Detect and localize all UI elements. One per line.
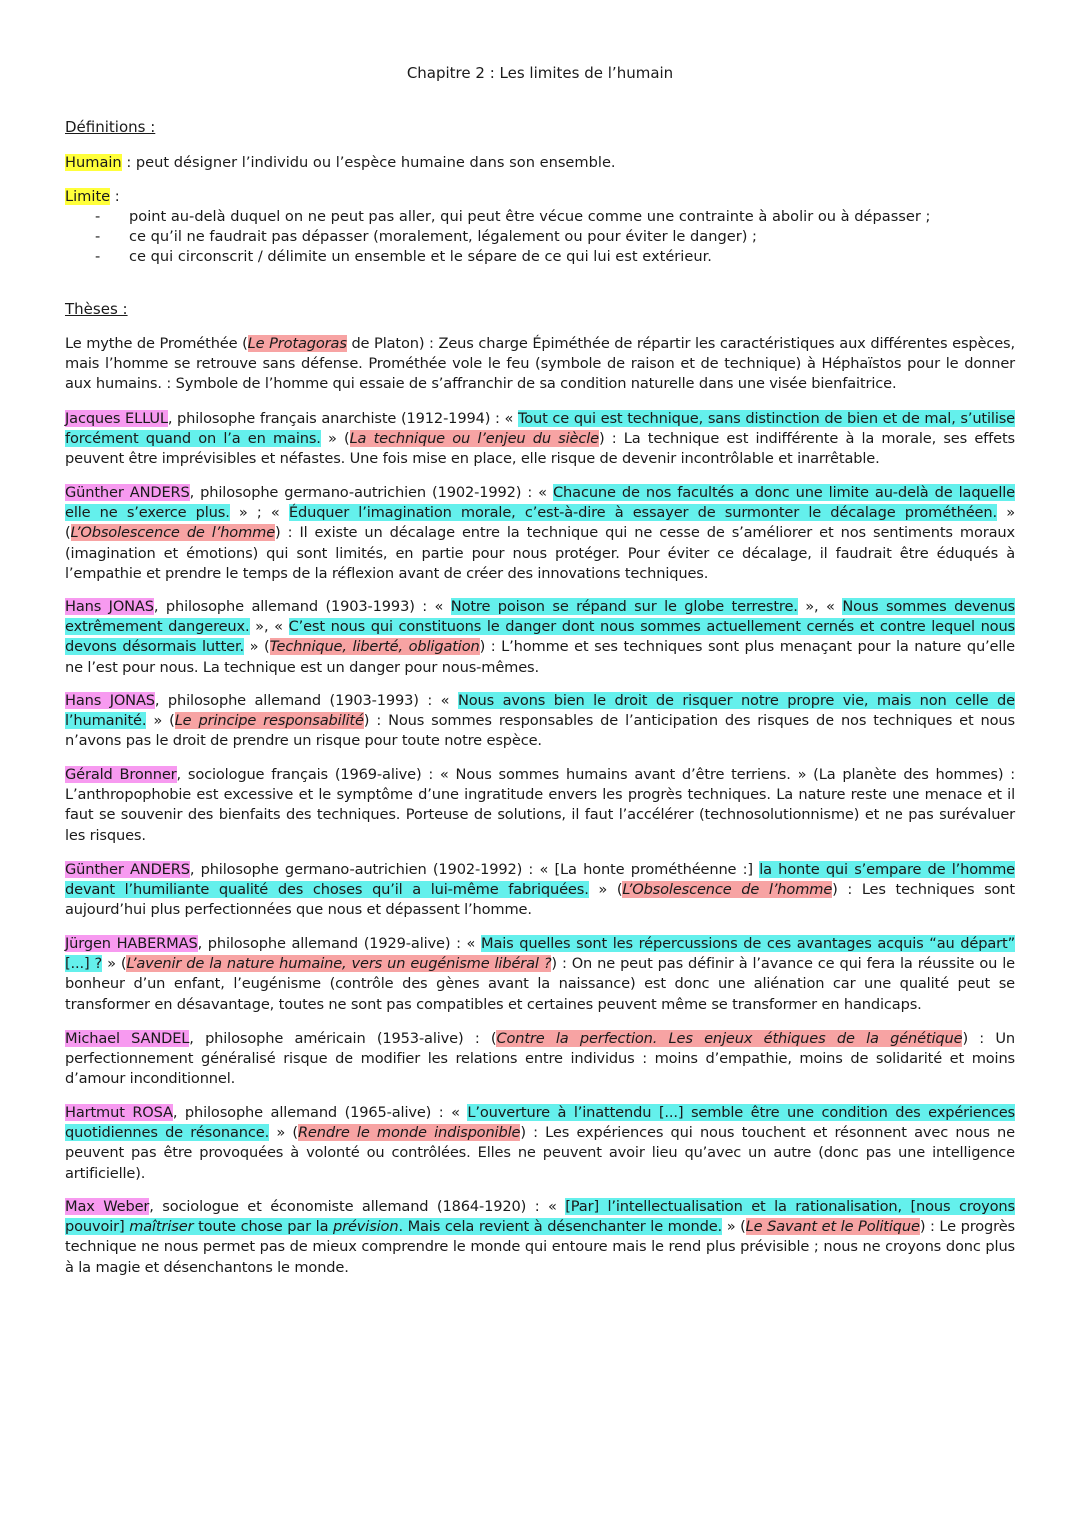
these-habermas: Jürgen HABERMAS, philosophe allemand (1929-alive) : « Mais quelles sont les répercussions de ces avantages acquis “au départ” [...] ? » (L’avenir de la nature humaine, vers un eugénisme libéral ?) : On ne peut pas définir à l’avance ce qui fera la réussite ou le bonheur d’un enfant, l’eugénisme (contrôle des gènes avant la naissance) est donc une aliénation car une qualité peut se transformer en désavantage, toutes ne sont pas compatibles et certaines peuvent même se transformer en handicaps. (65, 935, 1015, 1013)
work-title: La technique ou l’enjeu du siècle (349, 430, 599, 448)
author-name: Jacques ELLUL (65, 410, 168, 427)
definitions-heading: Définitions : (65, 118, 156, 136)
work-title: Technique, liberté, obligation (269, 638, 480, 656)
work-title: L’Obsolescence de l’homme (622, 881, 833, 899)
definition-humain (65, 153, 1015, 173)
limite-list (65, 207, 1015, 267)
term-humain: Humain (65, 154, 122, 171)
page-title: Chapitre 2 : Les limites de l’humain (406, 64, 674, 82)
quote: C’est nous qui constituons le danger dont nous sommes actuellement cernés et contre lequel nous devons désormais lutter. (65, 618, 1016, 656)
author-name: Günther ANDERS (65, 484, 190, 501)
these-sandel: Michael SANDEL, philosophe américain (1953-alive) : (Contre la perfection. Les enjeux éthiques de la génétique) : Un perfectionnement généralisé risque de modifier les relations entre individus : moins d’empathie, moins de solidarité et moins d’amour inconditionnel. (65, 1030, 1016, 1088)
theses-heading: Thèses : (65, 300, 128, 318)
work-title: Contre la perfection. Les enjeux éthiques de la génétique (496, 1030, 963, 1047)
work-title: Le principe responsabilité (174, 712, 364, 730)
author-name: Günther ANDERS (65, 861, 190, 878)
author-name: Jürgen HABERMAS (65, 935, 198, 952)
work-title: L’Obsolescence de l’homme (70, 524, 276, 542)
author-name: Hans JONAS (65, 692, 155, 709)
definition-limite (65, 187, 1015, 207)
author-name: Max Weber (65, 1198, 150, 1215)
these-jonas-1: Hans JONAS, philosophe allemand (1903-1993) : « Notre poison se répand sur le globe terrestre. », « Nous sommes devenus extrêmement dangereux. », « C’est nous qui constituons le danger dont nous sommes actuellement cernés et contre lequel nous devons désormais lutter. » (Technique, liberté, obligation) : L’homme et ses techniques sont plus menaçant pour la nature qu’elle ne l’est pour nous. La technique est un danger pour nous-mêmes. (65, 598, 1016, 676)
quote: Tout ce qui est technique, sans distinction de bien et de mal, s’utilise forcément quand on l’a en mains. (65, 410, 1016, 448)
list-item: - ce qu’il ne faudrait pas dépasser (moralement, légalement ou pour éviter le danger) ; (95, 228, 757, 245)
author-name: Hartmut ROSA (65, 1104, 173, 1121)
quote: Nous sommes devenus extrêmement dangereux. (65, 598, 1015, 636)
term-limite-sep: : (110, 188, 120, 205)
these-bronner: Gérald Bronner, sociologue français (1969-alive) : « Nous sommes humains avant d’être terriens. » (La planète des hommes) : L’anthropophobie est excessive et le symptôme d’une ingratitude envers les progrès techniques. La nature reste une menace et il faut se souvenir des bienfaits des techniques. Porteuse de solutions, il faut l’accélérer (technosolutionnisme) et ne pas surévaluer les risques. (65, 766, 1016, 844)
quote: Chacune de nos facultés a donc une limite au-delà de laquelle elle ne s’exerce plus. (65, 484, 1015, 522)
quote: Éduquer l’imagination morale, c’est-à-dire à essayer de surmonter le décalage prométhéen. (288, 504, 997, 522)
quote: Notre poison se répand sur le globe terrestre. (450, 598, 798, 615)
work-title: Le Protagoras (247, 335, 347, 352)
list-item: - point au-delà duquel on ne peut pas aller, qui peut être vécue comme une contrainte à abolir ou à dépasser ; (95, 208, 931, 225)
quote: L’ouverture à l’inattendu [...] semble être une condition des expériences quotidiennes de résonance. (65, 1104, 1015, 1142)
these-ellul: Jacques ELLUL, philosophe français anarchiste (1912-1994) : « Tout ce qui est technique, sans distinction de bien et de mal, s’utilise forcément quand on l’a en mains. » (La technique ou l’enjeu du siècle) : La technique est indifférente à la morale, ses effets peuvent être imprévisibles et néfastes. Une fois mise en place, elle risque de devenir incontrôlable et inarrêtable. (65, 410, 1016, 468)
list-item: - ce qui circonscrit / délimite un ensemble et le sépare de ce qui lui est extérieur. (95, 248, 712, 265)
these-jonas-2: Hans JONAS, philosophe allemand (1903-1993) : « Nous avons bien le droit de risquer notre propre vie, mais non celle de l’humanité. » (Le principe responsabilité) : Nous sommes responsables de l’anticipation des risques de nos techniques et nous n’avons pas le droit de prendre un risque pour toute notre espèce. (65, 692, 1015, 750)
author-name: Michael SANDEL (65, 1030, 190, 1047)
term-limite: Limite (65, 188, 111, 205)
quote: Nous avons bien le droit de risquer notre propre vie, mais non celle de l’humanité. (65, 692, 1015, 730)
these-weber: Max Weber, sociologue et économiste allemand (1864-1920) : « [Par] l’intellectualisation et la rationalisation, [nous croyons pouvoir] maîtriser toute chose par la prévision. Mais cela revient à désenchanter le monde. » (Le Savant et le Politique) : Le progrès technique ne nous permet pas de mieux comprendre le monde qui entoure mais le rend plus prévisible ; nous ne croyons donc plus à la magie et désenchantons le monde. (65, 1198, 1015, 1276)
these-anders-1: Günther ANDERS, philosophe germano-autrichien (1902-1992) : « Chacune de nos facultés a donc une limite au-delà de laquelle elle ne s’exerce plus. » ; « Éduquer l’imagination morale, c’est-à-dire à essayer de surmonter le décalage prométhéen. » (L’Obsolescence de l’homme) : Il existe un décalage entre la technique qui ne cesse de s’améliorer et nos sentiments moraux (imagination et émotions) qui sont limités, en partie pour nous protéger. Pour éviter ce décalage, il faudrait être éduqués à l’empathie et prendre le temps de la réflexion avant de créer des innovations techniques. (65, 484, 1015, 582)
quote: la honte qui s’empare de l’homme devant l’humiliante qualité des choses qu’il a lui-même fabriquées. (65, 861, 1015, 899)
author-name: Gérald Bronner (65, 766, 177, 783)
these-anders-2: Günther ANDERS, philosophe germano-autrichien (1902-1992) : « [La honte prométhéenne :] la honte qui s’empare de l’homme devant l’humiliante qualité des choses qu’il a lui-même fabriquées. » (L’Obsolescence de l’homme) : Les techniques sont aujourd’hui plus perfectionnées que nous et dépassent l’homme. (65, 861, 1015, 919)
work-title: Le Savant et le Politique (745, 1218, 920, 1236)
work-title: L’avenir de la nature humaine, vers un eugénisme libéral ? (126, 955, 552, 973)
these-promethee: Le mythe de Prométhée (Le Protagoras de Platon) : Zeus charge Épiméthée de répartir les caractéristiques aux différentes espèces, mais l’homme se retrouve sans défense. Prométhée vole le feu (symbole de raison et de technique) à Héphaïstos pour le donner aux humains. : Symbole de l’homme qui essaie de s’affranchir de sa condition naturelle dans une visée bienfaitrice. (65, 335, 1015, 393)
work-title: Rendre le monde indisponible (297, 1124, 521, 1142)
author-name: Hans JONAS (65, 598, 154, 615)
quote: Mais quelles sont les répercussions de ces avantages acquis “au départ” [...] ? (65, 935, 1015, 973)
these-rosa: Hartmut ROSA, philosophe allemand (1965-alive) : « L’ouverture à l’inattendu [...] semble être une condition des expériences quotidiennes de résonance. » (Rendre le monde indisponible) : Les expériences qui nous touchent et résonnent avec nous ne peuvent pas être provoquées à volonté ou contrôlées. Elles ne peuvent avoir lieu qu’avec un autre (donc pas une intelligence artificielle). (65, 1104, 1015, 1182)
definition-humain-text: : peut désigner l’individu ou l’espèce humaine dans son ensemble. (121, 154, 616, 171)
quote: [Par] l’intellectualisation et la rationalisation, [nous croyons pouvoir] maîtriser toute chose par la prévision. Mais cela revient à désenchanter le monde. (65, 1198, 1015, 1236)
